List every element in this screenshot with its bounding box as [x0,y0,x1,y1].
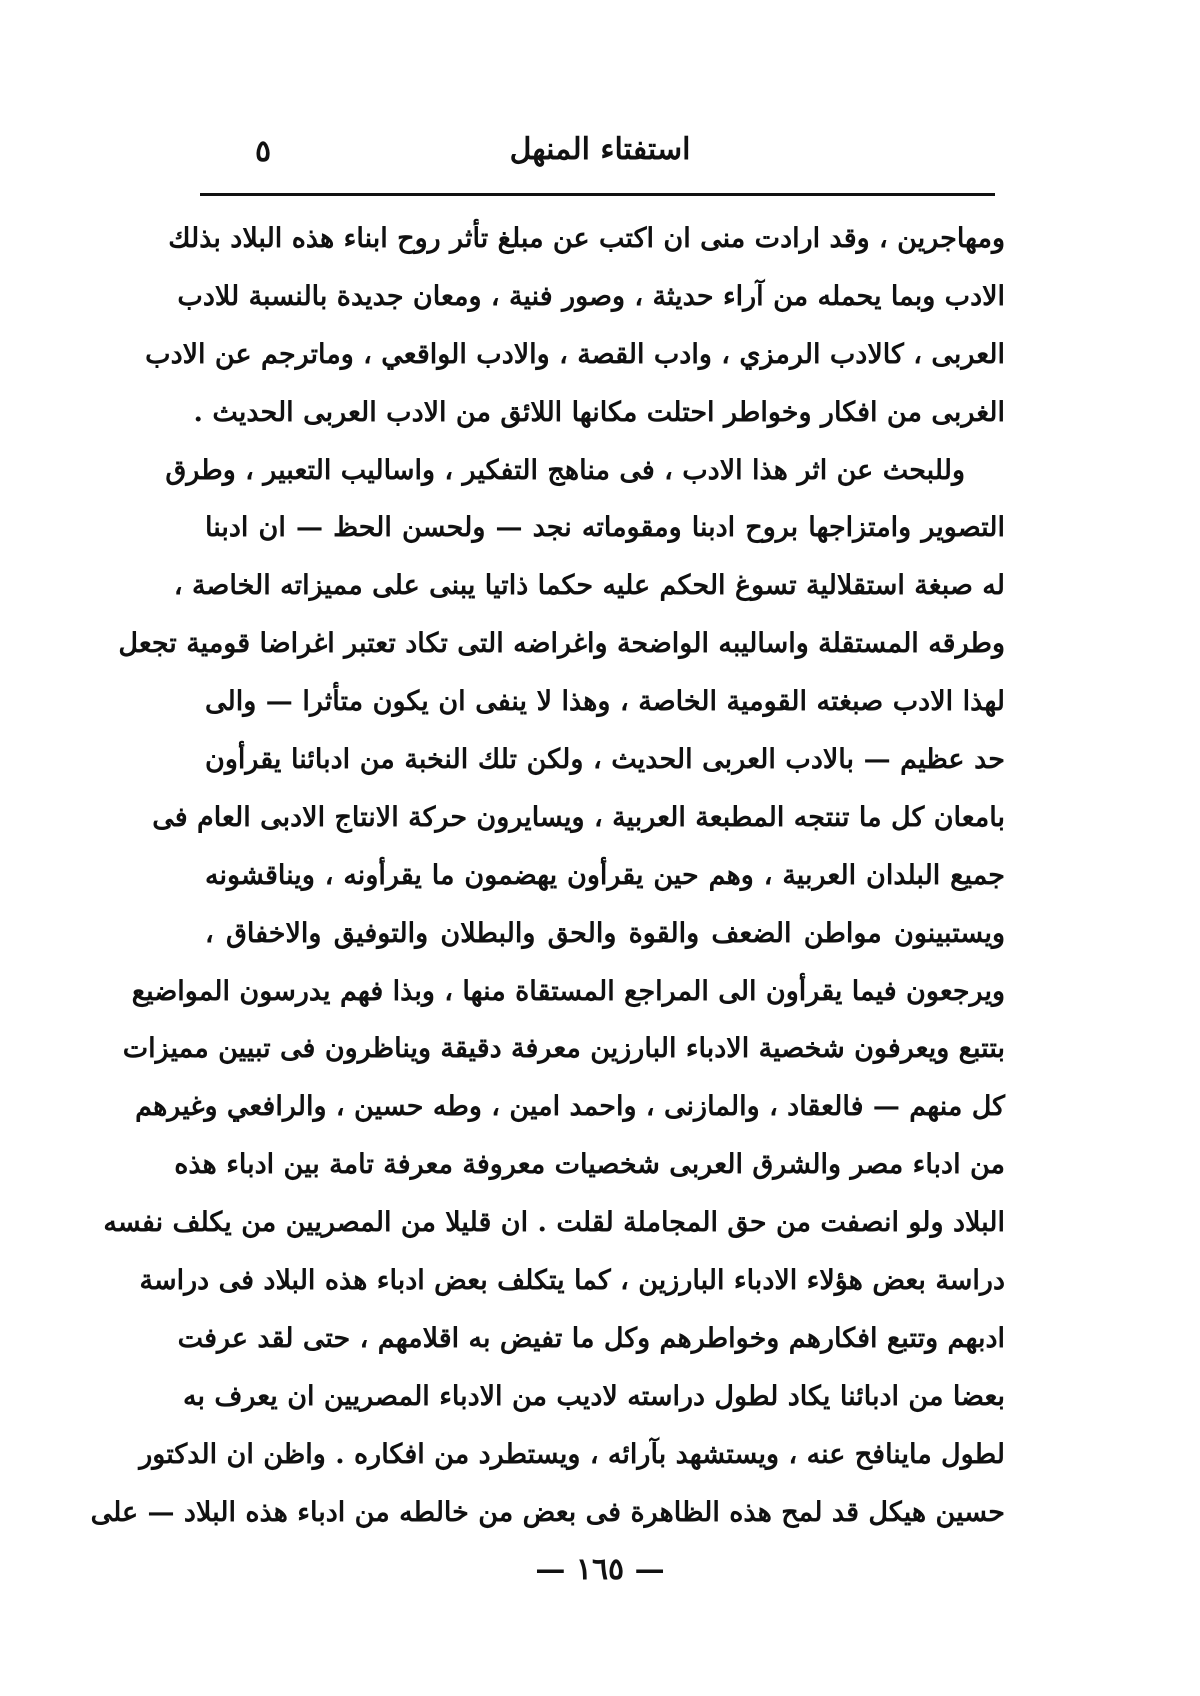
text-line: من ادباء مصر والشرق العربى شخصيات معروفة معرفة تامة بين ادباء هذه [174,1149,1005,1181]
text-line: بعضا من ادبائنا يكاد لطول دراسته لاديب من الادباء المصريين ان يعرف به [182,1380,1005,1412]
header-divider [200,193,995,196]
text-line: لطول ماينافح عنه ، ويستشهد بآرائه ، ويستطرد من افكاره . واظن ان الدكتور [139,1438,1005,1470]
text-line: جميع البلدان العربية ، وهم حين يقرأون يهضمون ما يقرأونه ، ويناقشونه [205,859,1005,891]
text-line: كل منهم — فالعقاد ، والمازنى ، واحمد امين ، وطه حسين ، والرافعي وغيرهم [135,1091,1005,1123]
text-line: ويرجعون فيما يقرأون الى المراجع المستقاة منها ، وبذا فهم يدرسون المواضيع [131,975,1005,1007]
text-line: له صبغة استقلالية تسوغ الحكم عليه حكما ذاتيا يبنى على مميزاته الخاصة ، [173,570,1005,602]
paragraph [145,210,1005,442]
text-line: حد عظيم — بالادب العربى الحديث ، ولكن تلك النخبة من ادبائنا يقرأون [205,744,1005,776]
text-line: بامعان كل ما تنتجه المطبعة العربية ، ويسايرون حركة الانتاج الادبى العام فى [152,801,1005,833]
text-line: ويستبينون مواطن الضعف والقوة والحق والبطلان والتوفيق والاخفاق ، [205,917,1005,949]
text-line: وطرقه المستقلة واساليبه الواضحة واغراضه التى تكاد تعتبر اغراضا قومية تجعل [118,628,1005,660]
text-line: التصوير وامتزاجها بروح ادبنا ومقوماته نجد — ولحسن الحظ — ان ادبنا [205,512,1005,544]
page-header [200,128,1000,178]
text-line: العربى ، كالادب الرمزي ، وادب القصة ، والادب الواقعي ، وماترجم عن الادب [145,338,1005,370]
paragraph [90,442,1005,1542]
running-title: استفتاء المنهل [509,132,691,167]
text-line: حسين هيكل قد لمح هذه الظاهرة فى بعض من خالطه من ادباء هذه البلاد — على [90,1496,1005,1528]
text-line: البلاد ولو انصفت من حق المجاملة لقلت . ان قليلا من المصريين من يكلف نفسه [103,1207,1005,1239]
text-line: بتتبع ويعرفون شخصية الادباء البارزين معرفة دقيقة ويناظرون فى تبيين مميزات [122,1033,1005,1065]
text-line: الادب وبما يحمله من آراء حديثة ، وصور فنية ، ومعان جديدة بالنسبة للادب [177,280,1005,312]
header-page-number: ٥ [255,134,272,169]
text-line: الغربى من افكار وخواطر احتلت مكانها اللائق من الادب العربى الحديث . [193,396,1005,428]
text-line: وللبحث عن اثر هذا الادب ، فى مناهج التفكير ، واساليب التعبير ، وطرق [165,454,965,486]
text-line: ومهاجرين ، وقد ارادت منى ان اكتب عن مبلغ تأثر روح ابناء هذه البلاد بذلك [168,223,1005,254]
text-line: دراسة بعض هؤلاء الادباء البارزين ، كما يتكلف بعض ادباء هذه البلاد فى دراسة [139,1265,1005,1297]
text-line: لهذا الادب صبغته القومية الخاصة ، وهذا لا ينفى ان يكون متأثرا — والى [205,686,1005,718]
body-text [90,210,1005,1541]
text-line: ادبهم وتتبع افكارهم وخواطرهم وكل ما تفيض به اقلامهم ، حتى لقد عرفت [177,1322,1005,1354]
footer-page-number: — ١٦٥ — [535,1552,665,1587]
